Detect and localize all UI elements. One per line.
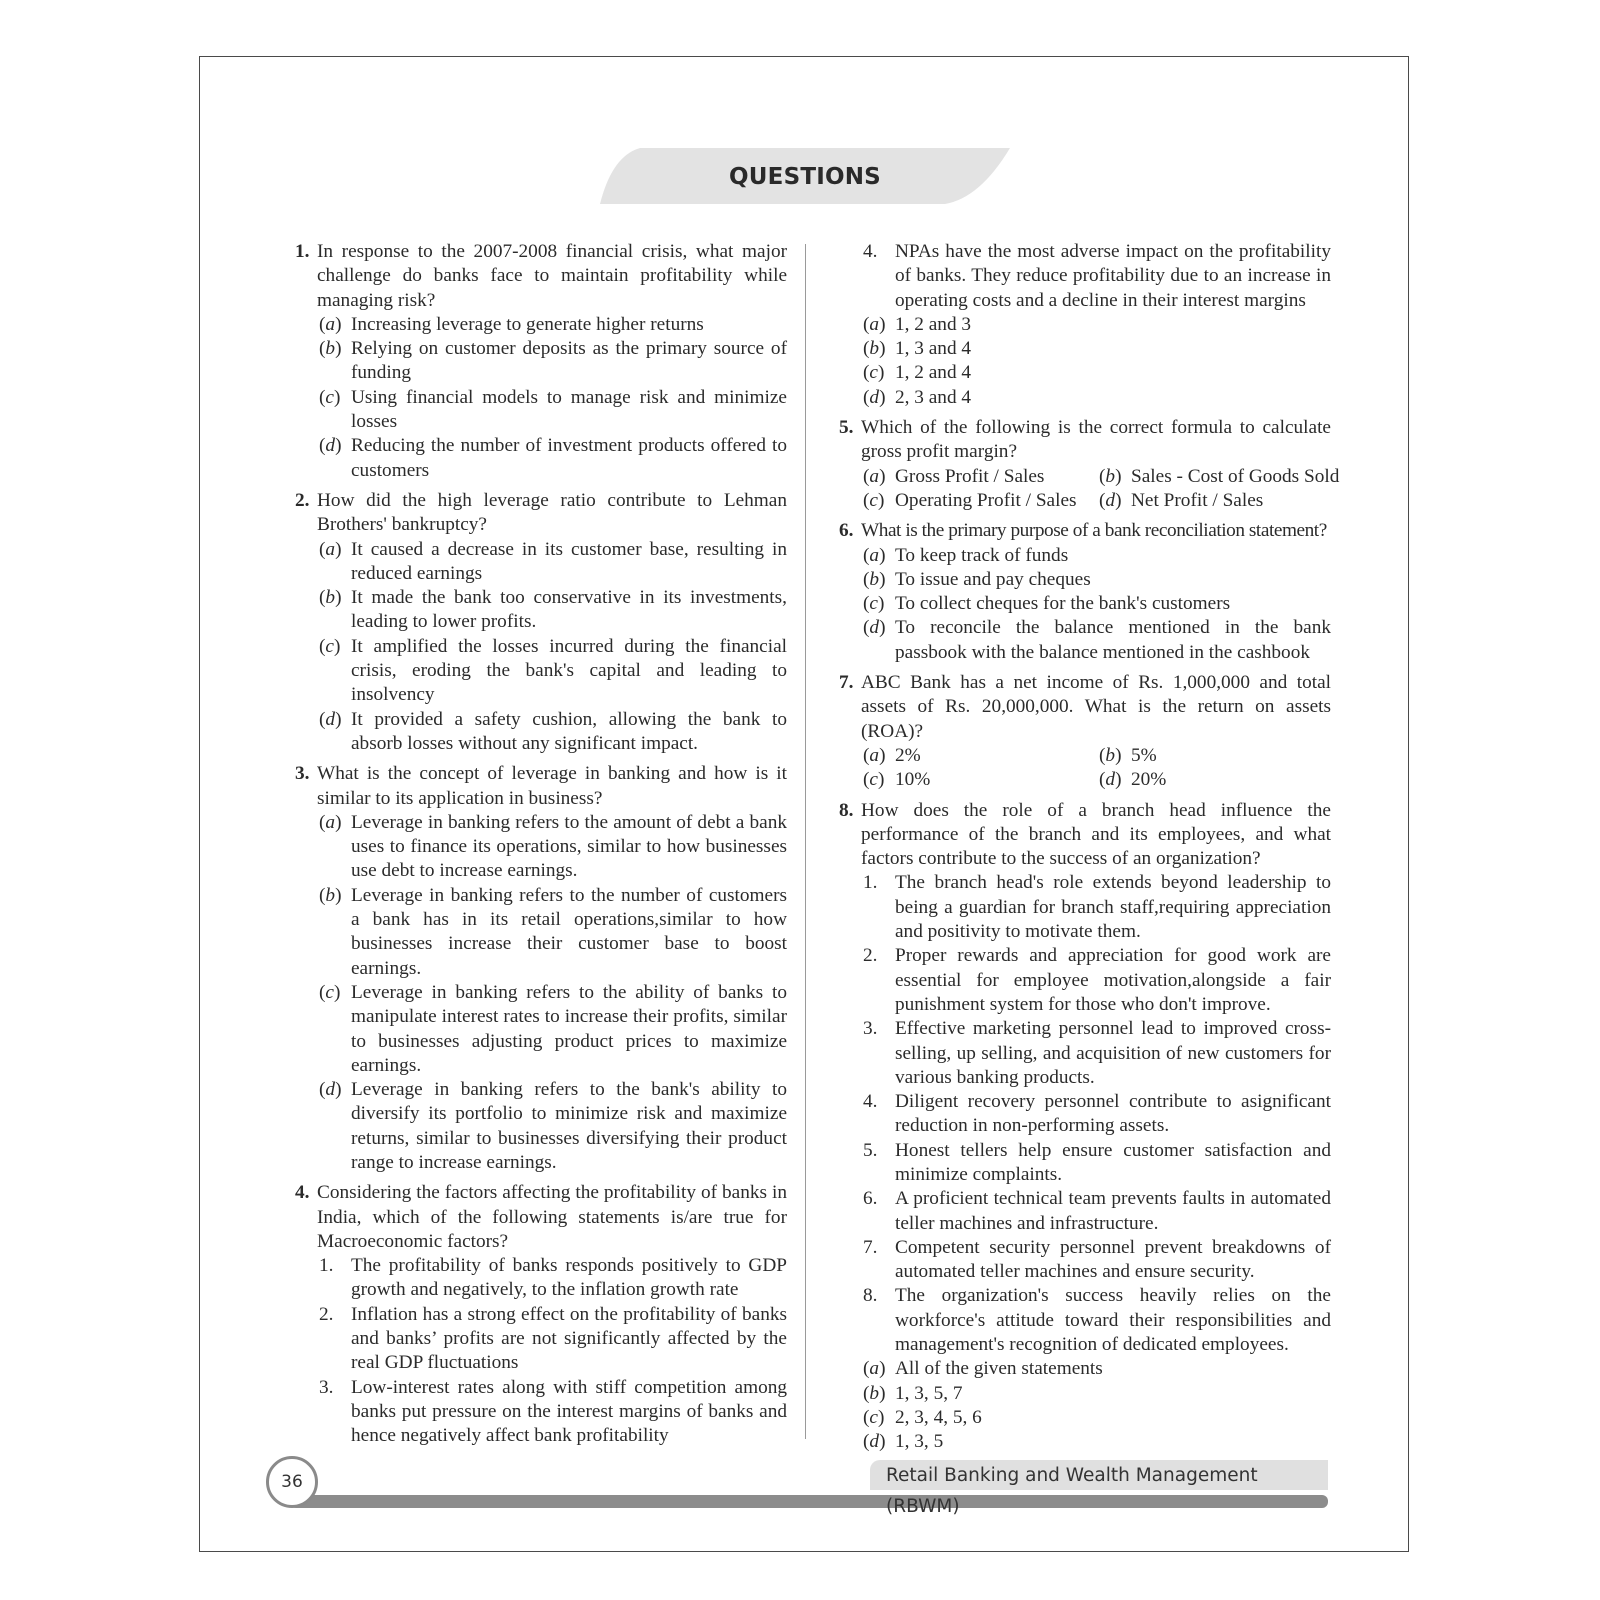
- column-divider: [805, 244, 806, 1439]
- option-c: (c) It amplified the losses incurred during the financial crisis, eroding the bank's capital and leading to insolvency: [319, 635, 787, 706]
- statement-4: 4. NPAs have the most adverse impact on the profitability of banks. They reduce profitability due to an increase in operating costs and a decline in their interest margins: [863, 241, 1331, 311]
- option-b: (b) 5%: [1099, 744, 1157, 766]
- statement-1: 1. The profitability of banks responds positively to GDP growth and negatively, to the inflation growth rate: [319, 1255, 787, 1301]
- option-a: (a) 1, 2 and 3: [863, 313, 972, 335]
- option-d: (d) 20%: [1099, 769, 1167, 791]
- option-c: (c) 10%: [863, 769, 931, 791]
- statement-3: 3. Low-interest rates along with stiff competition among banks put pressure on the interest margins of banks and hence negatively affect bank profitability: [319, 1376, 787, 1447]
- question-text: In response to the 2007-2008 financial crisis, what major challenge do banks face to maintain profitability while managing risk?: [317, 241, 787, 311]
- page-number: 36: [266, 1456, 318, 1508]
- statement-1: 1. The branch head's role extends beyond leadership to being a guardian for branch staff,requiring appreciation and positivity to motivate them.: [863, 872, 1331, 943]
- question-8: [839, 799, 1331, 1455]
- footer-title: Retail Banking and Wealth Management (RBWM): [870, 1460, 1328, 1490]
- questions-banner: [600, 148, 1010, 204]
- option-b: (b) Leverage in banking refers to the number of customers a bank has in its retail operations,similar to how businesses increase their customer base to boost earnings.: [319, 884, 787, 979]
- question-number: 6.: [839, 520, 854, 542]
- statement-3: 3. Effective marketing personnel lead to improved cross-selling, up selling, and acquisition of new customers for various banking products.: [863, 1018, 1331, 1088]
- question-text: How did the high leverage ratio contribute to Lehman Brothers' bankruptcy?: [317, 489, 787, 536]
- question-text: ABC Bank has a net income of Rs. 1,000,000 and total assets of Rs. 20,000,000. What is the return on assets (ROA)?: [861, 672, 1331, 742]
- question-number: 7.: [839, 672, 854, 694]
- option-b: (b) 1, 3, 5, 7: [863, 1382, 963, 1404]
- statement-2: 2. Inflation has a strong effect on the profitability of banks and banks’ profits are not significantly affected by the real GDP fluctuations: [319, 1303, 787, 1374]
- option-b: (b) It made the bank too conservative in its investments, leading to lower profits.: [319, 587, 787, 633]
- question-1: [295, 240, 787, 483]
- option-a: (a) It caused a decrease in its customer base, resulting in reduced earnings: [319, 538, 787, 584]
- question-text: Considering the factors affecting the profitability of banks in India, which of the following statements is/are true for Macroeconomic factors?: [317, 1182, 787, 1252]
- question-number: 2.: [295, 489, 310, 511]
- option-c: (c) 2, 3, 4, 5, 6: [863, 1406, 982, 1428]
- option-d: (d) Leverage in banking refers to the bank's ability to diversify its portfolio to minimize risk and maximize returns, similar to businesses diversifying their product range to increase earnings.: [319, 1079, 787, 1173]
- question-number: 8.: [839, 799, 854, 821]
- question-3: [295, 762, 787, 1175]
- question-2: [295, 489, 787, 756]
- question-number: 4.: [295, 1182, 310, 1204]
- option-b: (b) 1, 3 and 4: [863, 338, 972, 360]
- statement-4: 4. Diligent recovery personnel contribute to asignificant reduction in non-performing assets.: [863, 1091, 1331, 1137]
- statement-6: 6. A proficient technical team prevents faults in automated teller machines and infrastructure.: [863, 1188, 1331, 1234]
- option-d: (d) Reducing the number of investment products offered to customers: [319, 435, 787, 481]
- option-c: (c) Leverage in banking refers to the ability of banks to manipulate interest rates to increase their profits, similar to businesses adjusting product prices to maximize earnings.: [319, 981, 787, 1076]
- option-a: (a) Leverage in banking refers to the amount of debt a bank uses to finance its operations, similar to how businesses use debt to increase earnings.: [319, 811, 787, 882]
- option-a: (a) Increasing leverage to generate higher returns: [319, 313, 704, 335]
- statement-2: 2. Proper rewards and appreciation for good work are essential for employee motivation,alongside a fair punishment system for those who don't improve.: [863, 945, 1331, 1015]
- question-text: Which of the following is the correct formula to calculate gross profit margin?: [861, 417, 1331, 463]
- question-6: [839, 519, 1331, 665]
- option-c: (c) To collect cheques for the bank's customers: [863, 593, 1231, 615]
- option-c: (c) Using financial models to manage risk and minimize losses: [319, 386, 787, 433]
- statement-8: 8. The organization's success heavily relies on the workforce's attitude toward their responsibilities and management's recognition of dedicated employees.: [863, 1285, 1331, 1356]
- statement-5: 5. Honest tellers help ensure customer satisfaction and minimize complaints.: [863, 1139, 1331, 1185]
- right-column: [839, 240, 1340, 1461]
- option-a: (a) Gross Profit / Sales: [863, 465, 1045, 487]
- question-4-continued: [839, 240, 1331, 410]
- option-c: (c) 1, 2 and 4: [863, 362, 972, 384]
- footer-bar: [290, 1495, 1328, 1508]
- option-b: (b) Relying on customer deposits as the primary source of funding: [319, 338, 787, 384]
- question-text: What is the primary purpose of a bank reconciliation statement?: [861, 520, 1327, 542]
- question-4: [295, 1181, 787, 1448]
- option-c: (c) Operating Profit / Sales: [863, 489, 1077, 511]
- option-a: (a) To keep track of funds: [863, 544, 1069, 566]
- question-text: How does the role of a branch head influence the performance of the branch and its employees, and what factors contribute to the success of an organization?: [861, 799, 1331, 870]
- question-number: 5.: [839, 417, 854, 439]
- option-d: (d) To reconcile the balance mentioned in the bank passbook with the balance mentioned in the cashbook: [863, 617, 1331, 663]
- page-title: QUESTIONS: [729, 164, 881, 190]
- option-d: (d) 2, 3 and 4: [863, 386, 972, 408]
- option-a: (a) All of the given statements: [863, 1358, 1103, 1380]
- question-number: 3.: [295, 763, 310, 785]
- option-d: (d) Net Profit / Sales: [1099, 489, 1264, 511]
- option-d: (d) It provided a safety cushion, allowing the bank to absorb losses without any significant impact.: [319, 708, 787, 754]
- question-number: 1.: [295, 241, 310, 262]
- question-5: [839, 416, 1340, 513]
- question-text: What is the concept of leverage in banking and how is it similar to its application in business?: [317, 763, 787, 809]
- option-b: (b) Sales - Cost of Goods Sold: [1099, 465, 1340, 487]
- option-b: (b) To issue and pay cheques: [863, 568, 1091, 590]
- option-a: (a) 2%: [863, 744, 921, 766]
- left-column: [295, 240, 787, 1455]
- option-d: (d) 1, 3, 5: [863, 1431, 944, 1453]
- question-7: [839, 671, 1331, 792]
- statement-7: 7. Competent security personnel prevent breakdowns of automated teller machines and ensure security.: [863, 1236, 1331, 1283]
